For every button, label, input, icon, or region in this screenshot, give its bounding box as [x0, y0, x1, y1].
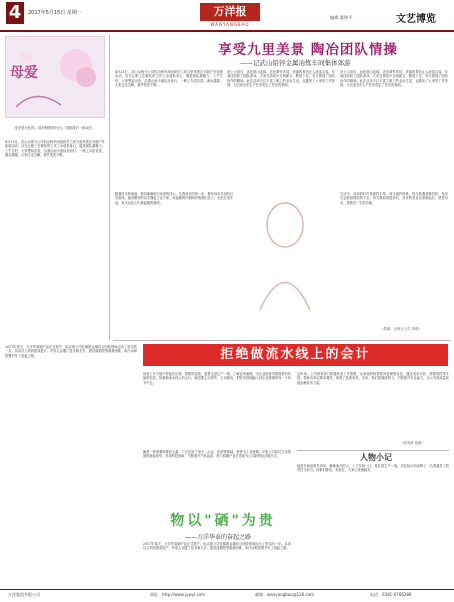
- article1-body-col2: 4月21日，武山冶炼分公司铅冶炼车间组织员工到九里风景区开展户外拓展活动，旨在让职工在紧张的工作之余放松身心，增进团队凝聚力。上午九时，大家整装出发，沿着山间小道徒步前行。一路上鸟语花香，溪水潺潺，大家边走边聊，欢声笑语不断。: [115, 70, 223, 87]
- article1-byline: （供稿：冶炼分公司 李明）: [380, 327, 422, 331]
- article2-body-col1: 财务工作不能只停留在记账、算账的层面，更要走进生产一线，了解业务流程，为企业经营决策提供有价值的信息。拒绝做流水线上的会计，就是要主动思考、主动服务，把财务管理融入到企业管理的每一个环节中去。: [143, 372, 291, 385]
- side-divider: [297, 450, 449, 451]
- article2-body-col2: 近年来，公司财务部门积极转变工作思路，从单纯的核算型向管理型转变，通过成本分析、预算管控等手段，帮助各单位降本增效，取得了显著成效。未来，我们将继续努力，不断提升专业能力，为公司高质量发展贡献财务力量。: [297, 372, 449, 385]
- masthead: [0, 0, 454, 32]
- section-title: 文艺博览: [396, 14, 436, 25]
- footer-phone: 电话：0391-6766288: [370, 592, 412, 597]
- column-divider: [109, 35, 110, 340]
- footer-website: 网址：http://www.jywyl.com: [150, 592, 206, 597]
- article1-body-col4: 登上山顶后，远处群山连绵，近处翠竹环绕，美丽的景色让人流连忘返。车间还组织了团队游戏，大家在游戏中互相配合、默契十足，充分展现了团结协作的精神。此次活动不仅丰富了职工的业余生活，也激发了大家的工作热情，为完成全年生产任务奠定了坚实的基础。: [340, 70, 448, 87]
- article1-body-col3: 登上山顶后，远处群山连绵，近处翠竹环绕，美丽的景色让人流连忘返。车间还组织了团队游戏，大家在游戏中互相配合、默契十足，充分展现了团结协作的精神。此次活动不仅丰富了职工的业余生活，也激发了大家的工作热情，为完成全年生产任务奠定了坚实的基础。: [227, 70, 335, 87]
- illustration-title: 母爱: [10, 65, 38, 81]
- editor-credit: 编辑 董和平: [330, 15, 353, 20]
- article1-body-col1: 4月21日，武山冶炼分公司铅冶炼车间组织员工到九里风景区开展户外拓展活动，旨在让职工在紧张的工作之余放松身心，增进团队凝聚力。上午九时，大家整装出发，沿着山间小道徒步前行。一路上鸟语花香，溪水潺潺，大家边走边聊，欢声笑语不断。: [5, 140, 105, 157]
- newspaper-logo: 万洋报: [200, 3, 260, 21]
- article3-subtitle: ——万洋华泰的奋起之路: [185, 534, 252, 541]
- article1-body-col6: 生活中，母亲的叮咛是那样平常，却又那样珍贵。每当我遇到挫折时，母亲总会鼓励我坚持下去；每当我取得进步时，母亲的笑容比谁都灿烂。感恩母亲，是我们一生的功课。: [340, 192, 448, 205]
- article3-body-col2: 2017年春天，万洋华泰硒产品正式投产，标志着公司在稀散金属综合回收领域迈出了坚实的一步。从项目立项到建成投产，华泰人克服了技术难关多、建设周期短等重重困难，用汗水和智慧书写了奋起之路。: [143, 542, 291, 551]
- silhouette-illustration: [240, 195, 330, 315]
- article1-subtitle: ——记武山铅锌金属冶炼车间集体郊游: [240, 59, 351, 67]
- article1-title: 享受九里美景 陶冶团队情操: [218, 42, 398, 58]
- header-rule: [0, 30, 454, 32]
- section-divider: [113, 340, 451, 341]
- article3-title: 物以"硒"为贵: [170, 513, 276, 529]
- newspaper-logo-subtitle: WANYANGBAO: [210, 22, 250, 27]
- footer-address: 万洋集团有限公司: [8, 592, 40, 597]
- side-column-title: 人物小记: [360, 453, 392, 462]
- article2-title: 拒绝做流水线上的会计: [143, 344, 448, 366]
- article2-byline: （财务部 周丽）: [400, 441, 425, 445]
- illustration-caption: 母爱是无私的，那份默默的付出，伴随我们一路成长。: [14, 126, 96, 130]
- issue-date: 2017年5月15日 星期一: [28, 10, 82, 16]
- footer-email: 邮箱：wanyangbao@126.com: [255, 592, 315, 597]
- side-column-body: 他是车间里最早到岗、最晚离开的人。十几年如一日，他扎根生产一线，用实际行动诠释了一名普通员工的责任与担当。同事们都说，有他在，大家心里就踏实。: [297, 464, 449, 473]
- left-lower-body: 2017年春天，万洋华泰硒产品正式投产，标志着公司在稀散金属综合回收领域迈出了坚实的一步。从项目立项到建成投产，华泰人克服了技术难关多、建设周期短等重重困难，用汗水和智慧书写了奋起之路。: [5, 345, 137, 358]
- article3-body-col1: 硒是一种重要的稀有元素，广泛应用于电子、冶金、医药等领域，被誉为工业味精。华泰公司依托万洋集团的资源优势，坚持科技创新，不断提升产品品质，努力将硒产业打造成为公司新的经济增长点。: [143, 450, 291, 459]
- article1-body-col5: 随着时光的流逝，我们渐渐明白母爱的伟大。在我成长的每一步，都有母亲关切的目光陪伴。她用勤劳的双手撑起了这个家，用温暖的怀抱呵护着我们长大。无论走得多远，家永远是心中最温暖的港湾。: [115, 192, 233, 205]
- page-number: 4: [6, 2, 24, 24]
